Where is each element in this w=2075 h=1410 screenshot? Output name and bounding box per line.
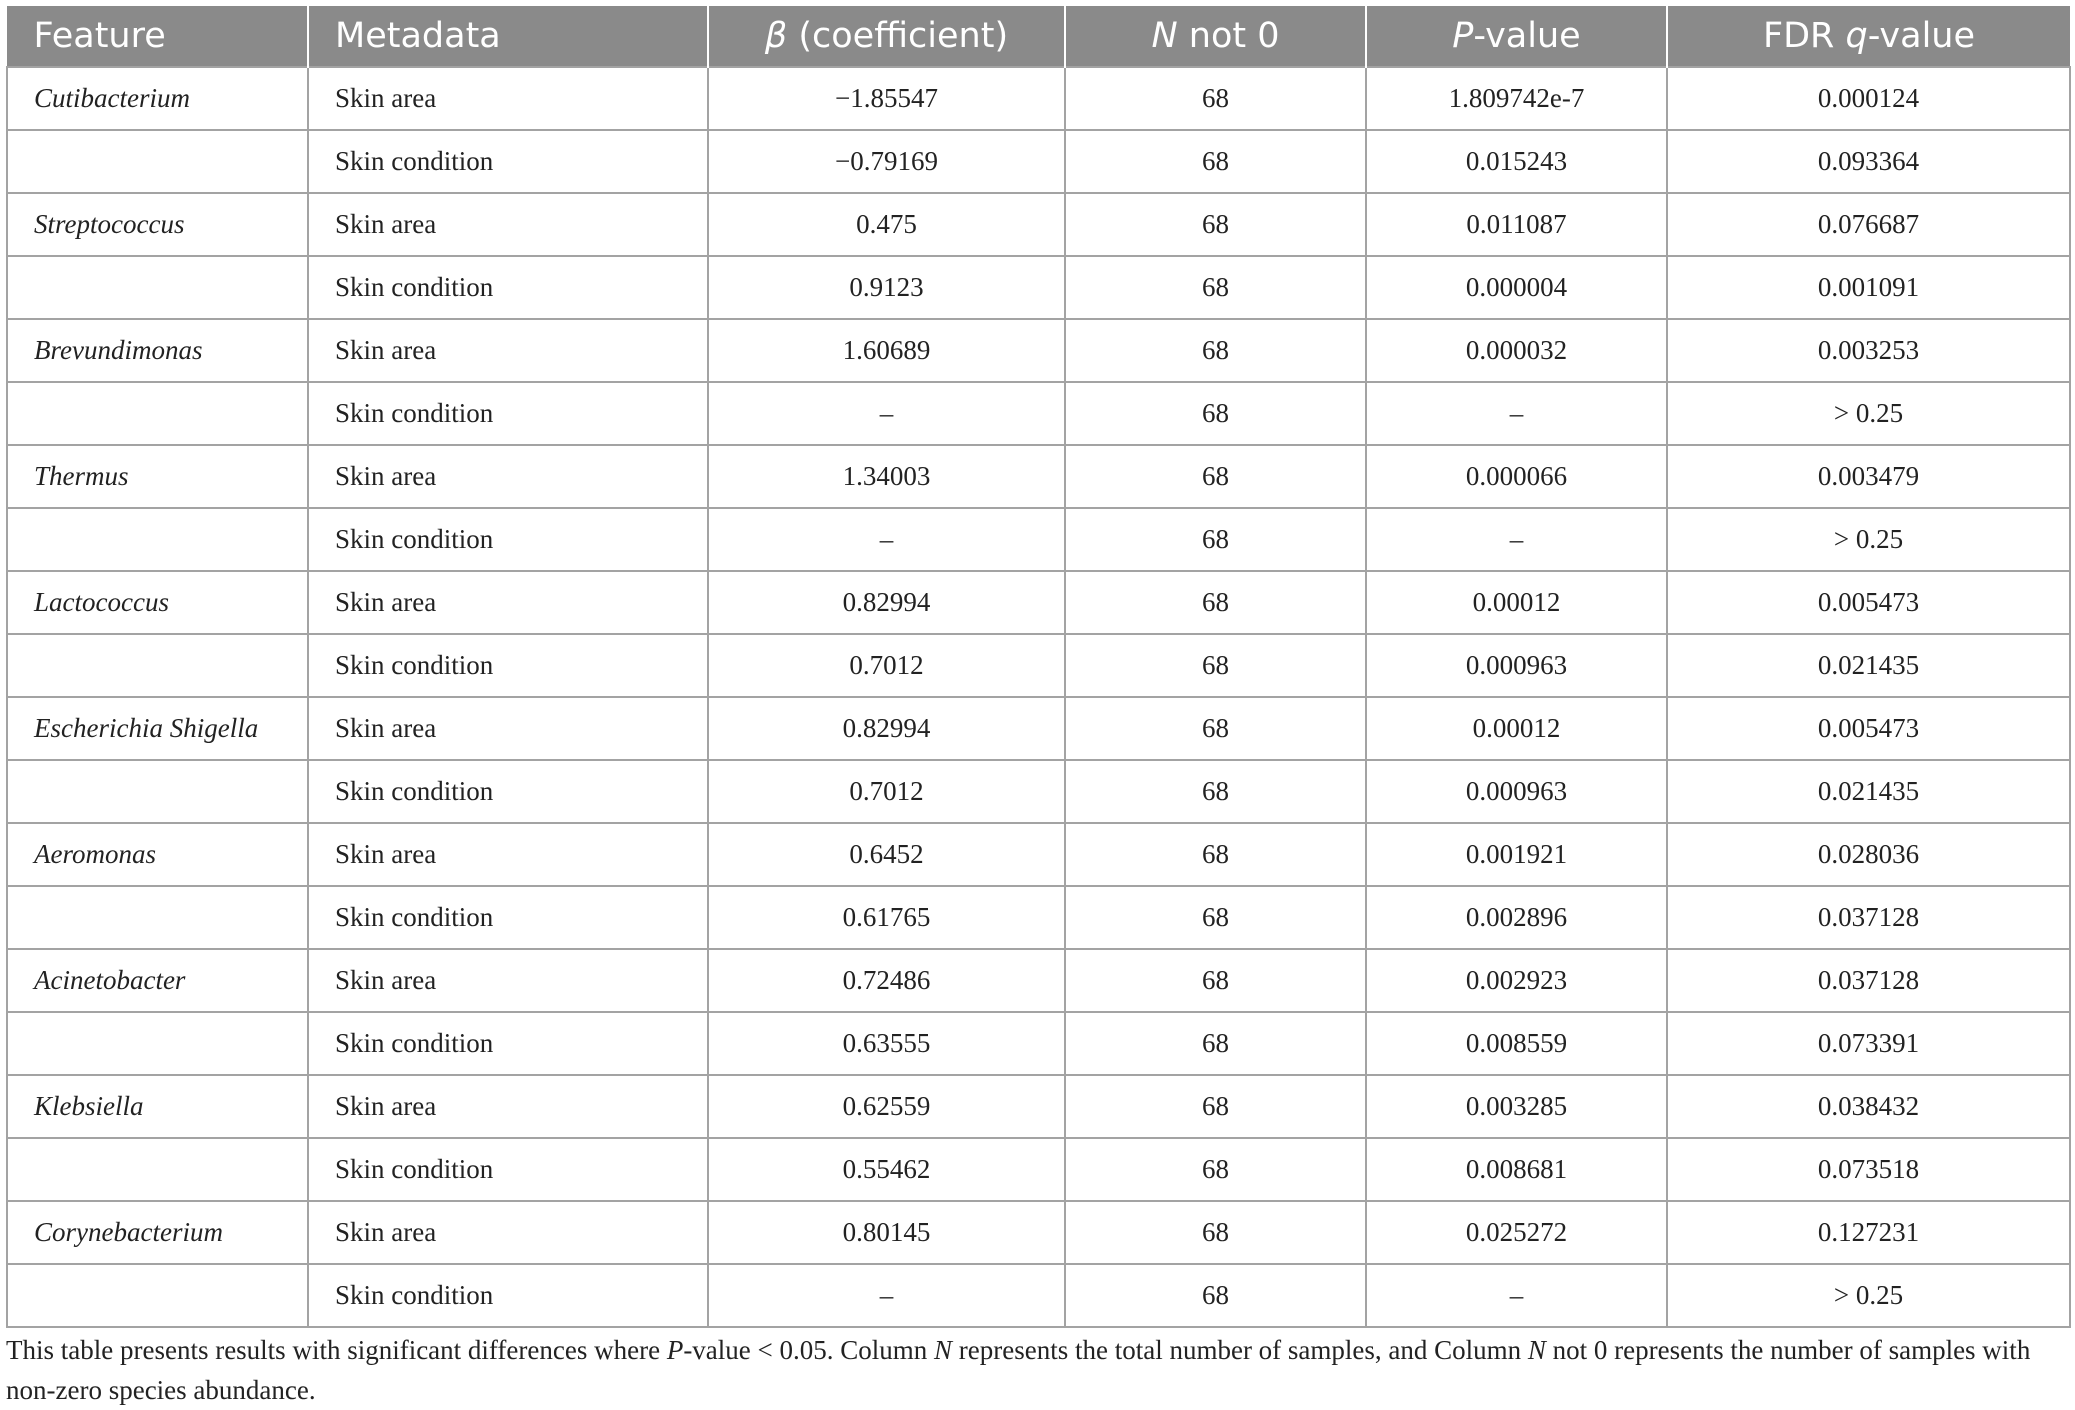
cell-n-not-zero: 68 — [1065, 319, 1366, 382]
cell-fdr-q-value: 0.037128 — [1667, 886, 2070, 949]
cell-p-value: 0.000963 — [1366, 760, 1667, 823]
cell-beta: 0.6452 — [708, 823, 1065, 886]
table-header — [7, 6, 2070, 67]
cell-n-not-zero: 68 — [1065, 1264, 1366, 1327]
cell-beta: 0.82994 — [708, 697, 1065, 760]
table-row — [7, 256, 2070, 319]
cell-fdr-q-value: 0.073518 — [1667, 1138, 2070, 1201]
cell-fdr-q-value: 0.073391 — [1667, 1012, 2070, 1075]
cell-beta: 0.62559 — [708, 1075, 1065, 1138]
cell-p-value: 0.002896 — [1366, 886, 1667, 949]
cell-metadata: Skin area — [308, 697, 708, 760]
cell-n-not-zero: 68 — [1065, 130, 1366, 193]
table-body — [7, 67, 2070, 1327]
results-table-container — [6, 6, 2069, 1328]
cell-p-value: 0.003285 — [1366, 1075, 1667, 1138]
table-row — [7, 571, 2070, 634]
header-q-symbol: q — [1845, 16, 1868, 56]
footnote-text-1: This table presents results with significant differences where — [6, 1335, 667, 1365]
cell-p-value: 0.000032 — [1366, 319, 1667, 382]
cell-p-value: 0.001921 — [1366, 823, 1667, 886]
cell-feature — [7, 760, 308, 823]
cell-fdr-q-value: 0.005473 — [1667, 571, 2070, 634]
cell-feature: Brevundimonas — [7, 319, 308, 382]
header-p-text: -value — [1473, 16, 1581, 56]
table-row — [7, 382, 2070, 445]
cell-p-value: 0.008559 — [1366, 1012, 1667, 1075]
cell-fdr-q-value: > 0.25 — [1667, 382, 2070, 445]
cell-metadata: Skin condition — [308, 130, 708, 193]
header-feature — [7, 6, 308, 67]
cell-beta: 0.72486 — [708, 949, 1065, 1012]
cell-fdr-q-value: 0.021435 — [1667, 634, 2070, 697]
cell-fdr-q-value: 0.001091 — [1667, 256, 2070, 319]
table-row — [7, 886, 2070, 949]
table-footnote — [6, 1330, 2066, 1410]
cell-fdr-q-value: 0.028036 — [1667, 823, 2070, 886]
cell-fdr-q-value: > 0.25 — [1667, 508, 2070, 571]
cell-p-value: 0.002923 — [1366, 949, 1667, 1012]
cell-p-value: – — [1366, 508, 1667, 571]
footnote-text-2: -value < 0.05. Column — [683, 1335, 935, 1365]
cell-feature — [7, 1012, 308, 1075]
cell-metadata: Skin area — [308, 67, 708, 130]
cell-fdr-q-value: 0.038432 — [1667, 1075, 2070, 1138]
table-row — [7, 1264, 2070, 1327]
cell-beta: – — [708, 508, 1065, 571]
cell-fdr-q-value: > 0.25 — [1667, 1264, 2070, 1327]
cell-fdr-q-value: 0.003479 — [1667, 445, 2070, 508]
cell-feature: Thermus — [7, 445, 308, 508]
cell-feature: Escherichia Shigella — [7, 697, 308, 760]
cell-beta: 1.60689 — [708, 319, 1065, 382]
cell-beta: – — [708, 382, 1065, 445]
cell-n-not-zero: 68 — [1065, 571, 1366, 634]
results-table — [6, 6, 2071, 1328]
cell-beta: −0.79169 — [708, 130, 1065, 193]
table-row — [7, 760, 2070, 823]
header-n-not-zero — [1065, 6, 1366, 67]
cell-beta: 0.82994 — [708, 571, 1065, 634]
cell-feature — [7, 1264, 308, 1327]
cell-feature — [7, 886, 308, 949]
table-row — [7, 130, 2070, 193]
cell-metadata: Skin condition — [308, 1138, 708, 1201]
cell-n-not-zero: 68 — [1065, 508, 1366, 571]
cell-feature — [7, 256, 308, 319]
table-row — [7, 634, 2070, 697]
header-metadata — [308, 6, 708, 67]
cell-n-not-zero: 68 — [1065, 1138, 1366, 1201]
cell-feature — [7, 508, 308, 571]
cell-feature: Cutibacterium — [7, 67, 308, 130]
cell-n-not-zero: 68 — [1065, 697, 1366, 760]
cell-n-not-zero: 68 — [1065, 256, 1366, 319]
header-fdr-q-value — [1667, 6, 2070, 67]
cell-beta: 0.80145 — [708, 1201, 1065, 1264]
cell-n-not-zero: 68 — [1065, 823, 1366, 886]
cell-feature — [7, 382, 308, 445]
cell-p-value: – — [1366, 382, 1667, 445]
header-beta-text: (coefficient) — [787, 16, 1009, 56]
cell-fdr-q-value: 0.005473 — [1667, 697, 2070, 760]
cell-p-value: 0.00012 — [1366, 571, 1667, 634]
cell-metadata: Skin area — [308, 319, 708, 382]
cell-n-not-zero: 68 — [1065, 193, 1366, 256]
cell-beta: 0.9123 — [708, 256, 1065, 319]
cell-n-not-zero: 68 — [1065, 1012, 1366, 1075]
cell-fdr-q-value: 0.003253 — [1667, 319, 2070, 382]
cell-metadata: Skin condition — [308, 634, 708, 697]
table-row — [7, 697, 2070, 760]
table-row — [7, 823, 2070, 886]
cell-n-not-zero: 68 — [1065, 1201, 1366, 1264]
cell-feature: Streptococcus — [7, 193, 308, 256]
footnote-p-symbol: P — [666, 1335, 684, 1365]
cell-metadata: Skin area — [308, 823, 708, 886]
header-p-symbol: P — [1452, 16, 1474, 56]
cell-metadata: Skin area — [308, 193, 708, 256]
cell-metadata: Skin condition — [308, 760, 708, 823]
cell-fdr-q-value: 0.021435 — [1667, 760, 2070, 823]
cell-fdr-q-value: 0.093364 — [1667, 130, 2070, 193]
cell-beta: 0.63555 — [708, 1012, 1065, 1075]
header-q-text: -value — [1867, 16, 1976, 56]
cell-fdr-q-value: 0.076687 — [1667, 193, 2070, 256]
cell-feature: Acinetobacter — [7, 949, 308, 1012]
cell-p-value: 0.015243 — [1366, 130, 1667, 193]
header-n-symbol: N — [1151, 16, 1178, 56]
cell-p-value: 0.011087 — [1366, 193, 1667, 256]
cell-metadata: Skin area — [308, 571, 708, 634]
cell-beta: 0.475 — [708, 193, 1065, 256]
cell-n-not-zero: 68 — [1065, 67, 1366, 130]
header-row — [7, 6, 2070, 67]
cell-fdr-q-value: 0.037128 — [1667, 949, 2070, 1012]
cell-feature: Klebsiella — [7, 1075, 308, 1138]
cell-beta: 0.7012 — [708, 760, 1065, 823]
table-row — [7, 1075, 2070, 1138]
table-row — [7, 1012, 2070, 1075]
cell-metadata: Skin area — [308, 445, 708, 508]
cell-p-value: 0.025272 — [1366, 1201, 1667, 1264]
cell-p-value: 0.00012 — [1366, 697, 1667, 760]
cell-p-value: 0.000004 — [1366, 256, 1667, 319]
cell-feature — [7, 130, 308, 193]
footnote-text-4: not 0 represents the number of samples with — [1545, 1335, 2031, 1365]
cell-n-not-zero: 68 — [1065, 382, 1366, 445]
table-row — [7, 508, 2070, 571]
cell-n-not-zero: 68 — [1065, 445, 1366, 508]
header-beta-symbol: β — [764, 16, 788, 56]
cell-metadata: Skin condition — [308, 1264, 708, 1327]
cell-beta: – — [708, 1264, 1065, 1327]
footnote-text-5: non-zero species abundance. — [6, 1375, 316, 1405]
footnote-text-3: represents the total number of samples, and Column — [952, 1335, 1528, 1365]
cell-fdr-q-value: 0.000124 — [1667, 67, 2070, 130]
cell-metadata: Skin condition — [308, 886, 708, 949]
cell-beta: −1.85547 — [708, 67, 1065, 130]
cell-feature: Aeromonas — [7, 823, 308, 886]
cell-n-not-zero: 68 — [1065, 634, 1366, 697]
cell-metadata: Skin area — [308, 949, 708, 1012]
cell-beta: 0.61765 — [708, 886, 1065, 949]
table-row — [7, 445, 2070, 508]
cell-fdr-q-value: 0.127231 — [1667, 1201, 2070, 1264]
cell-metadata: Skin condition — [308, 382, 708, 445]
cell-beta: 0.55462 — [708, 1138, 1065, 1201]
cell-metadata: Skin condition — [308, 508, 708, 571]
cell-feature — [7, 634, 308, 697]
cell-feature — [7, 1138, 308, 1201]
header-metadata-text: Metadata — [335, 16, 501, 56]
cell-metadata: Skin area — [308, 1201, 708, 1264]
footnote-n-symbol-2: N — [1527, 1335, 1546, 1365]
cell-n-not-zero: 68 — [1065, 949, 1366, 1012]
header-n-text: not 0 — [1177, 16, 1280, 56]
table-row — [7, 67, 2070, 130]
cell-n-not-zero: 68 — [1065, 886, 1366, 949]
cell-feature: Corynebacterium — [7, 1201, 308, 1264]
table-row — [7, 1138, 2070, 1201]
cell-metadata: Skin area — [308, 1075, 708, 1138]
cell-metadata: Skin condition — [308, 1012, 708, 1075]
cell-beta: 0.7012 — [708, 634, 1065, 697]
cell-p-value: 0.000963 — [1366, 634, 1667, 697]
cell-metadata: Skin condition — [308, 256, 708, 319]
header-beta — [708, 6, 1065, 67]
header-fdr-text: FDR — [1762, 16, 1846, 56]
cell-p-value: – — [1366, 1264, 1667, 1327]
table-row — [7, 193, 2070, 256]
cell-p-value: 0.008681 — [1366, 1138, 1667, 1201]
cell-feature: Lactococcus — [7, 571, 308, 634]
cell-p-value: 0.000066 — [1366, 445, 1667, 508]
cell-n-not-zero: 68 — [1065, 760, 1366, 823]
cell-n-not-zero: 68 — [1065, 1075, 1366, 1138]
footnote-n-symbol-1: N — [934, 1335, 953, 1365]
header-feature-text: Feature — [33, 16, 166, 56]
cell-p-value: 1.809742e-7 — [1366, 67, 1667, 130]
header-p-value — [1366, 6, 1667, 67]
table-row — [7, 949, 2070, 1012]
table-row — [7, 1201, 2070, 1264]
table-row — [7, 319, 2070, 382]
cell-beta: 1.34003 — [708, 445, 1065, 508]
